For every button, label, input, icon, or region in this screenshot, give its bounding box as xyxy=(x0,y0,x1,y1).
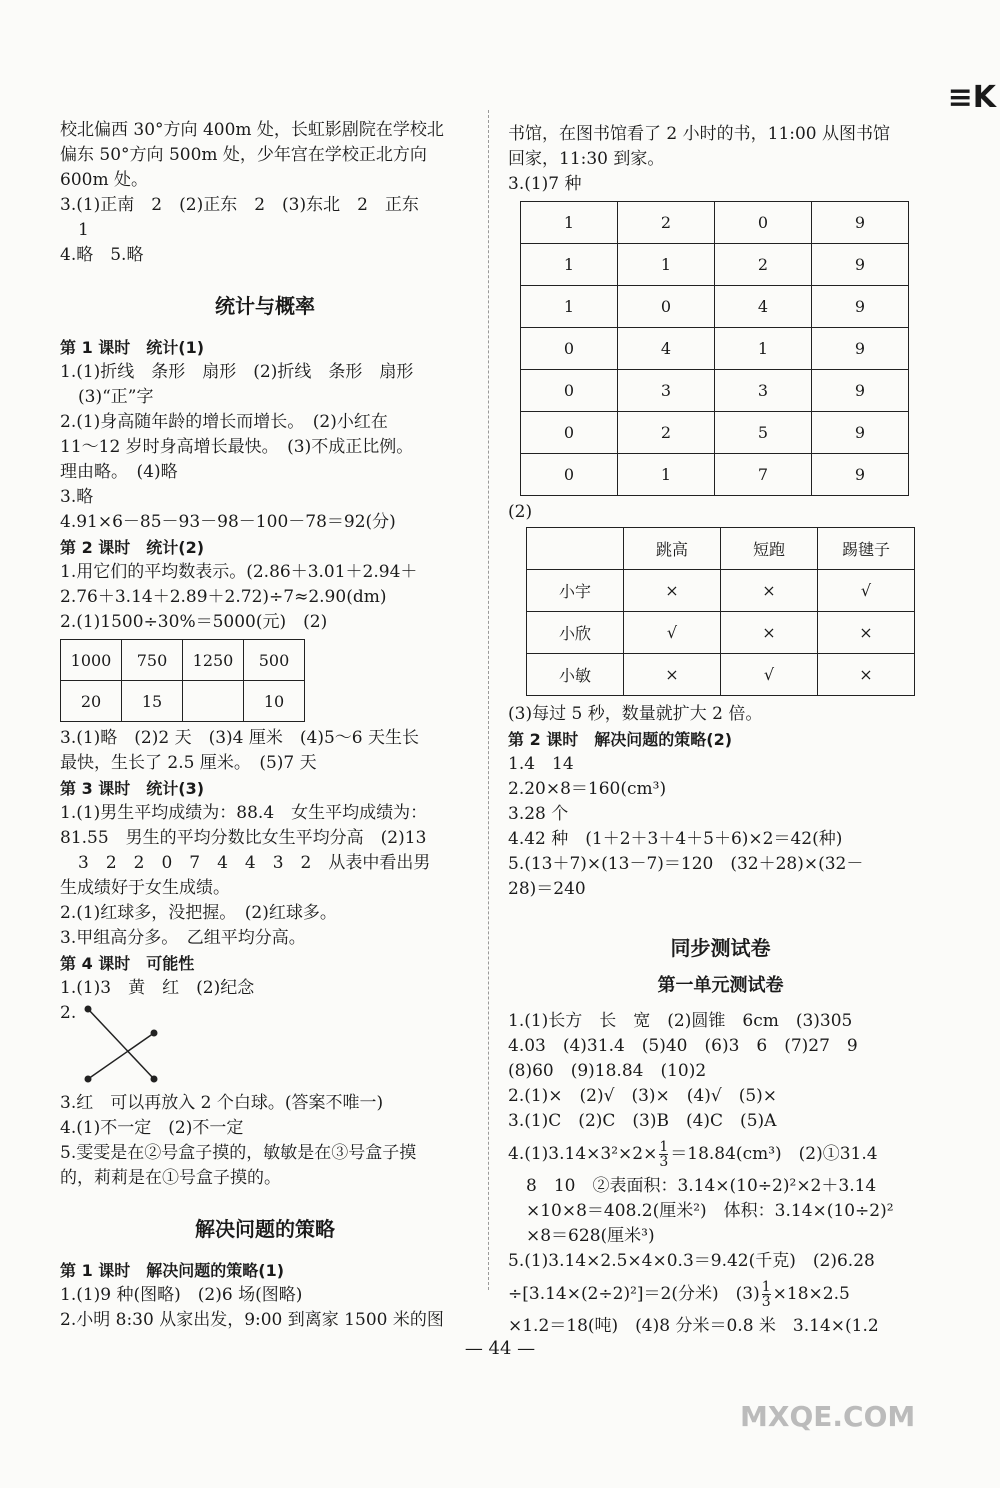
answer-line: (8)60 (9)18.84 (10)2 xyxy=(508,1061,707,1081)
table-cell: √ xyxy=(818,570,915,612)
table-cell: 7 xyxy=(715,454,812,496)
answer-line: ×8＝628(厘米³) xyxy=(526,1226,655,1246)
lesson-title: 第 3 课时 统计(3) xyxy=(60,779,205,798)
table-cell: 1 xyxy=(521,202,618,244)
table-row xyxy=(521,328,909,370)
answer-line: 3.甲组高分多。 乙组平均分高。 xyxy=(60,928,306,948)
table-row xyxy=(527,654,915,696)
table-cell xyxy=(183,681,244,722)
answer-line: 1 xyxy=(78,220,89,240)
answer-line-q5-3: ×1.2＝18(吨) (4)8 分米＝0.8 米 3.14×(1.2 xyxy=(508,1316,879,1336)
q4-part-a: 4.(1)3.14×3²×2× xyxy=(508,1144,658,1164)
table-cell: × xyxy=(721,570,818,612)
question-label: (2) xyxy=(508,502,533,522)
lesson4-answers-cont xyxy=(60,1091,470,1191)
table-cell: 9 xyxy=(812,454,909,496)
table-cell: 500 xyxy=(244,640,305,681)
table-cell: 9 xyxy=(812,286,909,328)
answer-line: 1.4 14 xyxy=(508,754,574,774)
table-cell: 0 xyxy=(618,286,715,328)
table-cell: 0 xyxy=(521,454,618,496)
table-cell: 10 xyxy=(244,681,305,722)
table-cell: 20 xyxy=(61,681,122,722)
lesson3-answers xyxy=(60,801,470,951)
table-row xyxy=(521,370,909,412)
table-header-cell xyxy=(527,528,624,570)
table-row xyxy=(61,640,305,681)
question-number: 2. xyxy=(60,1003,77,1023)
answer-line: 5.(13＋7)×(13－7)＝120 (32＋28)×(32－ xyxy=(508,854,864,874)
table-header-cell: 踢毽子 xyxy=(818,528,915,570)
watermark: MXQE.COM xyxy=(740,1400,916,1433)
table-cell: 1000 xyxy=(61,640,122,681)
fraction-denominator: 3 xyxy=(659,1154,669,1170)
table-cell: 1 xyxy=(715,328,812,370)
fraction-numerator: 1 xyxy=(659,1139,669,1155)
answer-line: 理由略。 (4)略 xyxy=(60,462,178,482)
table-row xyxy=(521,412,909,454)
fraction xyxy=(762,1280,771,1309)
strategy-lesson2-answers xyxy=(508,752,933,902)
page-number-value: 44 xyxy=(488,1338,512,1359)
table-cell: × xyxy=(818,654,915,696)
answer-line: 8 10 ②表面积：3.14×(10÷2)²×2＋3.14 xyxy=(526,1176,877,1196)
answer-line: 600m 处。 xyxy=(60,170,148,190)
answer-line: 4.(1)不一定 (2)不一定 xyxy=(60,1118,244,1138)
table-cell: 1 xyxy=(521,286,618,328)
answer-line: 1.用它们的平均数表示。(2.86＋3.01＋2.94＋ xyxy=(60,562,418,582)
answer-line: ×10×8＝408.2(厘米²) 体积：3.14×(10÷2)² xyxy=(526,1201,894,1221)
lesson-title: 第 1 课时 解决问题的策略(1) xyxy=(60,1261,285,1280)
table-cell: 3 xyxy=(618,370,715,412)
lesson-title: 第 2 课时 统计(2) xyxy=(60,538,205,557)
table-cell: 9 xyxy=(812,370,909,412)
table-cell: 9 xyxy=(812,244,909,286)
table-row xyxy=(521,454,909,496)
unit-test-title: 第一单元测试卷 xyxy=(657,975,784,996)
table-cell: 小欣 xyxy=(527,612,624,654)
table-cell: 750 xyxy=(122,640,183,681)
table-cell: 4 xyxy=(715,286,812,328)
q4-continued xyxy=(508,1174,933,1249)
answer-line: 11～12 岁时身高增长最快。 (3)不成正比例。 xyxy=(60,437,414,457)
table-cell: 0 xyxy=(521,328,618,370)
answer-line: 4.03 (4)31.4 (5)40 (6)3 6 (7)27 9 xyxy=(508,1036,858,1056)
answer-line: 1.(1)长方 长 宽 (2)圆锥 6cm (3)305 xyxy=(508,1011,853,1031)
answer-line: 最快，生长了 2.5 厘米。 (5)7 天 xyxy=(60,753,317,773)
lesson-title: 第 1 课时 统计(1) xyxy=(60,338,205,357)
answer-table-7-ways xyxy=(520,201,909,496)
table-cell: 9 xyxy=(812,202,909,244)
answer-line: (3)“正”字 xyxy=(78,387,154,407)
table-cell: 2 xyxy=(618,202,715,244)
answer-line: 3.28 个 xyxy=(508,804,569,824)
answer-line: 3.(1)略 (2)2 天 (3)4 厘米 (4)5～6 天生长 xyxy=(60,728,420,748)
answer-line: 4.91×6－85－93－98－100－78＝92(分) xyxy=(60,512,396,532)
table-cell: 小敏 xyxy=(527,654,624,696)
answer-line: 2.(1)1500÷30%＝5000(元) (2) xyxy=(60,612,328,632)
lesson-title: 第 2 课时 解决问题的策略(2) xyxy=(508,730,733,749)
lesson-title: 第 4 课时 可能性 xyxy=(60,954,195,973)
table-cell: 2 xyxy=(618,412,715,454)
answer-line: 的，莉莉是在①号盒子摸的。 xyxy=(60,1168,281,1188)
lesson2-answers-cont xyxy=(60,726,470,776)
table-cell: 15 xyxy=(122,681,183,722)
table-row xyxy=(527,570,915,612)
answer-line: 3 2 2 0 7 4 4 3 2 从表中看出男 xyxy=(78,853,431,873)
left-column xyxy=(60,118,470,1333)
answer-line-q5: 5.(1)3.14×2.5×4×0.3＝9.42(千克) (2)6.28 xyxy=(508,1251,875,1271)
table-cell: 0 xyxy=(521,370,618,412)
answer-line: 2.(1)× (2)√ (3)× (4)√ (5)× xyxy=(508,1086,778,1106)
answer-line-q5-2 xyxy=(508,1274,933,1314)
table-cell: 1250 xyxy=(183,640,244,681)
answer-line: 2.20×8＝160(cm³) xyxy=(508,779,667,799)
answer-line: (3)每过 5 秒，数量就扩大 2 倍。 xyxy=(508,704,763,724)
table-row xyxy=(521,202,909,244)
right-column xyxy=(508,122,933,1339)
table-row xyxy=(527,612,915,654)
table-row xyxy=(61,681,305,722)
answer-line: 4.略 5.略 xyxy=(60,245,144,265)
table-cell: 5 xyxy=(715,412,812,454)
answer-line: 书馆，在图书馆看了 2 小时的书，11:00 从图书馆 xyxy=(508,124,891,144)
answer-table-small xyxy=(60,639,305,722)
table-cell: 小宇 xyxy=(527,570,624,612)
q5-part-b: ×18×2.5 xyxy=(772,1284,850,1304)
table-cell: 1 xyxy=(618,454,715,496)
answer-line: 回家，11:30 到家。 xyxy=(508,149,665,169)
answer-line: 28)＝240 xyxy=(508,879,586,899)
left-intro xyxy=(60,118,470,268)
table-header-row xyxy=(527,528,915,570)
answer-line: 2.小明 8:30 从家出发，9:00 到离家 1500 米的图 xyxy=(60,1310,444,1330)
table-cell: × xyxy=(818,612,915,654)
table-cell: 3 xyxy=(715,370,812,412)
table-cell: √ xyxy=(624,612,721,654)
answer-line: 生成绩好于女生成绩。 xyxy=(60,878,230,898)
table-cell: 1 xyxy=(521,244,618,286)
section-title-tests: 同步测试卷 xyxy=(670,936,771,960)
table-header-cell: 跳高 xyxy=(624,528,721,570)
fraction xyxy=(659,1140,668,1169)
lesson4-answers xyxy=(60,976,470,1001)
table-cell: × xyxy=(721,612,818,654)
answer-line: 3.(1)C (2)C (3)B (4)C (5)A xyxy=(508,1111,777,1131)
fraction-numerator: 1 xyxy=(761,1279,771,1295)
lesson1-answers xyxy=(60,360,470,535)
q5-part-a: ÷[3.14×(2÷2)²]＝2(分米) (3) xyxy=(508,1284,760,1304)
answer-line: 1.(1)男生平均成绩为：88.4 女生平均成绩为： xyxy=(60,803,428,823)
q4-part-b: ＝18.84(cm³) (2)①31.4 xyxy=(670,1144,878,1164)
table-cell: 0 xyxy=(715,202,812,244)
table-cell: × xyxy=(624,654,721,696)
table-cell: × xyxy=(624,570,721,612)
table-cell: 4 xyxy=(618,328,715,370)
answer-line: 3.(1)7 种 xyxy=(508,174,582,194)
answer-line: 校北偏西 30°方向 400m 处，长虹影剧院在学校北 xyxy=(60,120,444,140)
table-cell: 1 xyxy=(618,244,715,286)
table-cell: 9 xyxy=(812,412,909,454)
answer-line: 3.(1)正南 2 (2)正东 2 (3)东北 2 正东 xyxy=(60,195,419,215)
corner-mark: ≡K xyxy=(947,80,996,115)
answer-line: 偏东 50°方向 500m 处，少年宫在学校正北方向 xyxy=(60,145,427,165)
lesson2-answers xyxy=(60,560,470,635)
answer-line: 2.76＋3.14＋2.89＋2.72)÷7≈2.90(dm) xyxy=(60,587,387,607)
section-title-statistics: 统计与概率 xyxy=(215,294,315,318)
answer-table-sports xyxy=(526,527,915,696)
unit-test-answers xyxy=(508,1009,933,1134)
answer-line: 3.略 xyxy=(60,487,94,507)
cross-lines-diagram xyxy=(70,1001,190,1091)
table-row xyxy=(521,286,909,328)
answer-line: 3.红 可以再放入 2 个白球。(答案不唯一) xyxy=(60,1093,384,1113)
table-cell: 0 xyxy=(521,412,618,454)
answer-line: 5.雯雯是在②号盒子摸的，敏敏是在③号盒子摸 xyxy=(60,1143,417,1163)
page-number: — 44 — xyxy=(464,1338,536,1359)
answer-line-q4 xyxy=(508,1134,933,1174)
section-title-strategy: 解决问题的策略 xyxy=(195,1217,335,1241)
table-cell: √ xyxy=(721,654,818,696)
table-cell: 2 xyxy=(715,244,812,286)
answer-line: 4.42 种 (1＋2＋3＋4＋5＋6)×2＝42(种) xyxy=(508,829,843,849)
answer-line: 1.(1)3 黄 红 (2)纪念 xyxy=(60,978,255,998)
fraction-denominator: 3 xyxy=(761,1294,771,1310)
table-cell: 9 xyxy=(812,328,909,370)
answer-line: 2.(1)红球多，没把握。 (2)红球多。 xyxy=(60,903,337,923)
table-header-cell: 短跑 xyxy=(721,528,818,570)
matching-diagram xyxy=(60,1001,470,1091)
right-intro xyxy=(508,122,933,197)
column-divider xyxy=(488,110,489,1290)
answer-line: 2.(1)身高随年龄的增长而增长。 (2)小红在 xyxy=(60,412,388,432)
answer-line: 1.(1)9 种(图略) (2)6 场(图略) xyxy=(60,1285,303,1305)
answer-line: 81.55 男生的平均分数比女生平均分高 (2)13 xyxy=(60,828,427,848)
table-row xyxy=(521,244,909,286)
answer-line: 1.(1)折线 条形 扇形 (2)折线 条形 扇形 xyxy=(60,362,414,382)
strategy-lesson1-answers xyxy=(60,1283,470,1333)
